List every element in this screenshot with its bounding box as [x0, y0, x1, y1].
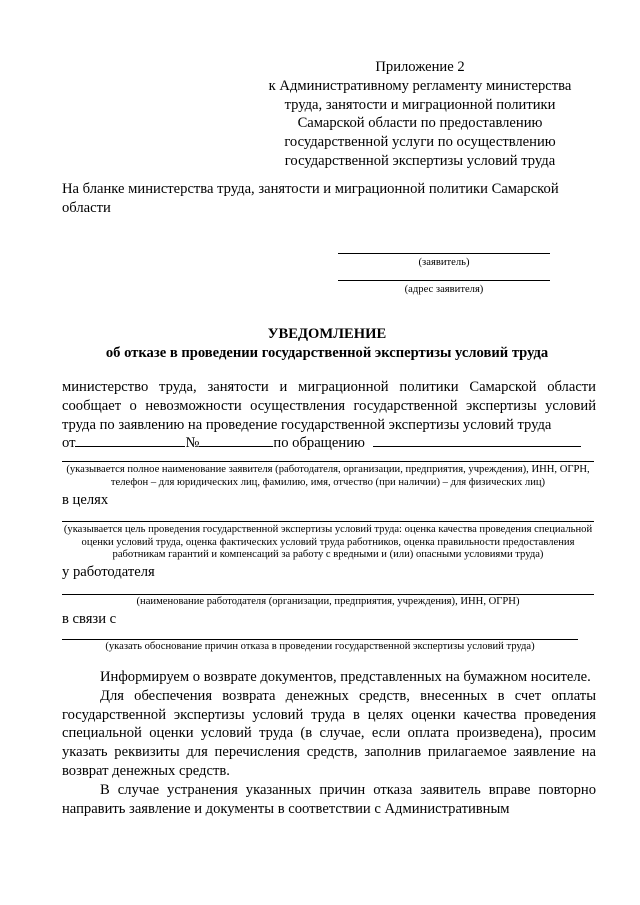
purpose-line[interactable] — [62, 521, 594, 522]
body-paragraphs — [62, 668, 596, 818]
paragraph-documents-return: Информируем о возврате документов, представленных на бумажном носителе. — [100, 669, 591, 685]
reason-caption: (указать обоснование причин отказа в проведении государственной экспертизы условий труда) — [105, 641, 535, 652]
applicant-address-line — [338, 280, 550, 281]
number-label: № — [185, 435, 200, 451]
purpose-label: в целях — [62, 492, 109, 508]
title-main: УВЕДОМЛЕНИЕ — [267, 326, 387, 342]
request-label: по обращению — [273, 435, 365, 451]
reason-label: в связи с — [62, 611, 117, 627]
appendix-line: Самарской области по предоставлению — [297, 115, 543, 132]
number-field[interactable] — [199, 432, 273, 447]
applicant-name-line[interactable] — [62, 461, 594, 462]
appendix-line: труда, занятости и миграционной политики — [284, 96, 556, 113]
purpose-caption: (указывается цель проведения государственной экспертизы условий труда: оценка качества проведения специальной оценки условий труда, оценка фактических условий труда работников, оценка правильности предоставления работникам гарантий и компенсаций за работу с вредными и (или) опасными условиями труда) — [63, 524, 593, 560]
reason-line[interactable] — [62, 639, 578, 640]
date-field[interactable] — [75, 432, 185, 447]
title-sub: об отказе в проведении государственной экспертизы условий труда — [105, 345, 549, 361]
employer-line[interactable] — [62, 594, 594, 595]
request-field[interactable] — [373, 432, 581, 447]
employer-caption: (наименование работодателя (организации, предприятия, учреждения), ИНН, ОГРН) — [136, 596, 520, 607]
applicant-caption: (заявитель) — [418, 257, 470, 268]
from-label: от — [62, 435, 76, 451]
appendix-line: Приложение 2 — [375, 59, 465, 75]
employer-label: у работодателя — [62, 564, 155, 580]
appendix-line: к Административному регламенту министерства — [268, 77, 572, 94]
appendix-line: государственной экспертизы условий труда — [284, 152, 556, 169]
paragraph-resubmission: В случае устранения указанных причин отказа заявитель вправе повторно направить заявление и документы в соответствии с Административным — [62, 781, 596, 817]
letterhead-note: На бланке министерства труда, занятости и миграционной политики Самарской области — [62, 181, 559, 216]
applicant-name-caption: (указывается полное наименование заявителя (работодателя, организации, предприятия, учреждения), ИНН, ОГРН, телефон – для юридических лиц, фамилию, имя, отчество (при наличии) – для физических лиц) — [66, 464, 590, 488]
appendix-header — [250, 58, 590, 171]
applicant-address-caption: (адрес заявителя) — [404, 284, 484, 295]
intro-paragraph — [62, 378, 596, 434]
applicant-line — [338, 253, 550, 254]
paragraph-refund: Для обеспечения возврата денежных средств, внесенных в счет оплаты государственной экспертизы условий труда в целях оценки качества проведения специальной оценки условий труда (в случае, если оплата произведена), просим указать реквизиты для перечисления средств, заполнив прилагаемое заявление на возврат денежных средств. — [62, 687, 596, 779]
document-title — [62, 325, 592, 363]
intro-text: министерство труда, занятости и миграционной политики Самарской области сообщает о невозможности осуществления государственной экспертизы условий труда по заявлению на проведение государственной экспертизы условий труда — [62, 379, 596, 433]
appendix-line: государственной услуги по осуществлению — [284, 134, 556, 151]
intro-fields-row — [62, 432, 596, 453]
